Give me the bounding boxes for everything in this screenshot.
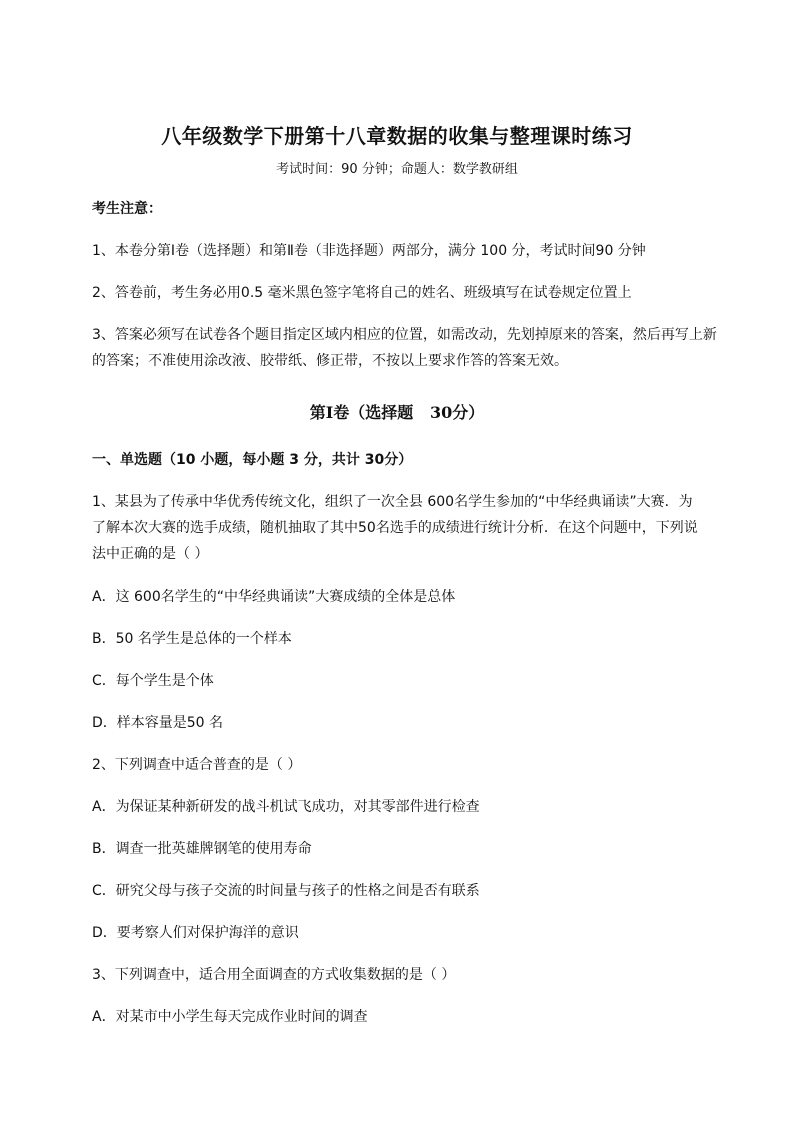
answer-option: C．研究父母与孩子交流的时间量与孩子的性格之间是否有联系 [92, 883, 480, 899]
notice-heading: 考生注意： [92, 201, 162, 217]
question-stem: 法中正确的是（ ） [92, 546, 209, 562]
answer-option: B．50 名学生是总体的一个样本 [92, 631, 292, 647]
answer-option: C．每个学生是个体 [92, 673, 214, 689]
answer-option: B．调查一批英雄牌钢笔的使用寿命 [92, 841, 312, 857]
answer-option: D．要考察人们对保护海洋的意识 [92, 925, 299, 941]
answer-option: A．这 600名学生的“中华经典诵读”大赛成绩的全体是总体 [92, 589, 456, 605]
page-title: 八年级数学下册第十八章数据的收集与整理课时练习 [161, 124, 633, 148]
question-stem: 了解本次大赛的选手成绩，随机抽取了其中50名选手的成绩进行统计分析．在这个问题中，下列说 [92, 520, 698, 536]
notice-item: 3、答案必须写在试卷各个题目指定区域内相应的位置，如需改动，先划掉原来的答案，然后再写上新 [92, 327, 717, 343]
question-stem: 2、下列调查中适合普查的是（ ） [92, 757, 302, 773]
section-heading: 一、单选题（10 小题，每小题 3 分，共计 30分） [92, 452, 413, 468]
part-title: 第Ⅰ卷（选择题 30分） [309, 403, 485, 422]
notice-item: 的答案；不准使用涂改液、胶带纸、修正带，不按以上要求作答的答案无效。 [92, 353, 568, 369]
answer-option: A．对某市中小学生每天完成作业时间的调查 [92, 1009, 368, 1025]
question-stem: 3、下列调查中，适合用全面调查的方式收集数据的是（ ） [92, 967, 456, 983]
answer-option: A．为保证某种新研发的战斗机试飞成功，对其零部件进行检查 [92, 799, 480, 815]
notice-item: 1、本卷分第Ⅰ卷（选择题）和第Ⅱ卷（非选择题）两部分，满分 100 分，考试时间90 分钟 [92, 243, 646, 259]
answer-option: D．样本容量是50 名 [92, 715, 224, 731]
exam-info: 考试时间：90 分钟；命题人：数学教研组 [276, 162, 518, 177]
notice-item: 2、答卷前，考生务必用0.5 毫米黑色签字笔将自己的姓名、班级填写在试卷规定位置上 [92, 285, 632, 301]
question-stem: 1、某县为了传承中华优秀传统文化，组织了一次全县 600名学生参加的“中华经典诵读”大赛．为 [92, 494, 693, 510]
